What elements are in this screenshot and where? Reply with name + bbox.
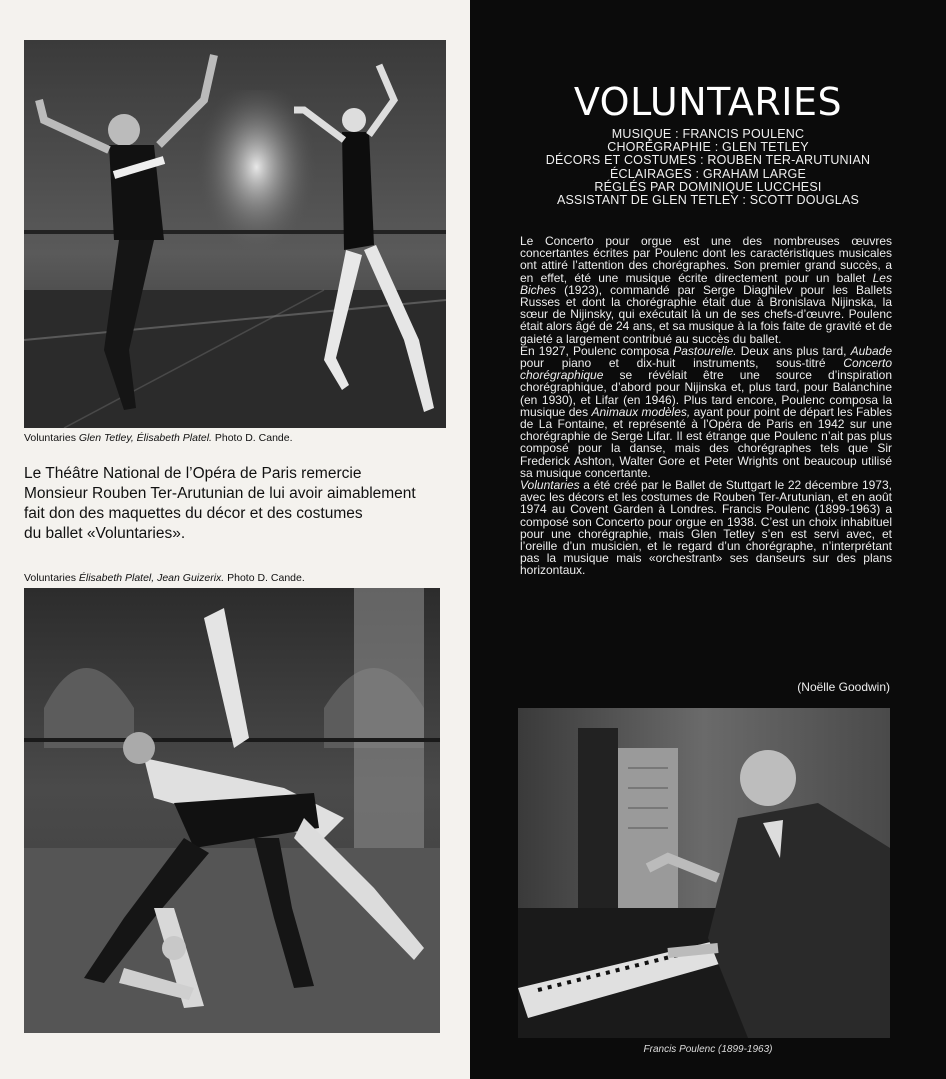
article-body <box>520 235 892 577</box>
text-run-italic: Voluntaries <box>520 478 580 493</box>
text-run-italic: Les Biches <box>520 270 892 297</box>
thanks-line: du ballet «Voluntaries». <box>24 525 186 542</box>
credit-line: MUSIQUE : FRANCIS POULENC <box>611 127 805 141</box>
caption-credit: Photo D. Cande. <box>211 432 293 444</box>
thanks-line: Le Théâtre National de l’Opéra de Paris remercie <box>24 465 362 482</box>
text-run-italic: Animaux modèles, <box>591 404 691 419</box>
text-run: Le Concerto pour orgue est une des nombreuses œuvres concertantes écrites par Poulenc dont les caractéristiques musicales ont attiré l’attention des chorégraphes. Son premier grand succès, a en effet, été une musique écrite directement pour un ballet <box>520 234 892 285</box>
author-signature: (Noëlle Goodwin) <box>797 680 890 694</box>
credit-line: ASSISTANT DE GLEN TETLEY : SCOTT DOUGLAS <box>556 193 860 208</box>
caption-names: Glen Tetley, Élisabeth Platel. <box>78 432 212 444</box>
photo-dancers-rehearsal <box>24 40 446 428</box>
page-title: VOLUNTARIES <box>573 80 843 124</box>
text-run: pour piano et dix-huit instruments, sous-titré <box>520 356 826 371</box>
text-run: (1923), commandé par Serge Diaghilev pour les Ballets Russes et dont la chorégraphie était due à Bronislava Nijinska, la sœur de Nijinsky, qui exécutait là un de ses chefs-d’œuvre. Poulenc était alors âgé de 24 ans, et sa musique à la fois faite de gravité et de gaieté a largement contribué au succès du ballet. <box>520 282 892 346</box>
credit-line: RÉGLÉS PAR DOMINIQUE LUCCHESI <box>594 179 822 194</box>
photo-pas-de-deux <box>24 588 440 1033</box>
text-run: se révélait être une source d’inspiration chorégraphique, d’abord pour Nijinska et, plus tard, pour Balanchine (en 1930), et Lifar (en 1946). Plus tard encore, Poulenc composa la musique des <box>520 368 893 419</box>
caption-credit: Photo D. Cande. <box>224 572 305 584</box>
text-run: ayant pour point de départ les Fables de La Fontaine, et représenté à l’Opéra de Paris en 1942 sur une chorégraphie de Serge Lifar. Il est étrange que Poulenc n’ait pas plus composé pour la danse, mais des chorégraphes tels que Sir Frederick Ashton, Walter Gore et Peter Wrights ont beaucoup utilisé sa musique concertante. <box>520 404 892 480</box>
thanks-line: fait don des maquettes du décor et des costumes <box>24 505 363 522</box>
photo-poulenc-piano <box>518 708 890 1038</box>
text-run: En 1927, Poulenc composa <box>520 343 670 358</box>
text-run-italic: Concerto chorégraphique <box>520 356 892 383</box>
paragraph-2 <box>520 345 892 479</box>
credit-line: CHORÉGRAPHIE : GLEN TETLEY <box>607 140 809 155</box>
paragraph-3 <box>520 479 892 577</box>
caption-prefix: Voluntaries <box>24 572 79 584</box>
caption-names: Élisabeth Platel, Jean Guizerix. <box>78 572 225 584</box>
thanks-note <box>24 464 454 544</box>
credits-block <box>470 128 946 207</box>
credit-line: DÉCORS ET COSTUMES : ROUBEN TER-ARUTUNIAN <box>545 153 871 168</box>
photo2-caption <box>24 572 305 584</box>
text-run-italic: Pastourelle. <box>673 343 737 358</box>
photo3-caption: Francis Poulenc (1899-1963) <box>643 1044 773 1055</box>
text-run: a été créé par le Ballet de Stuttgart le 22 décembre 1973, avec les décors et les costumes de Rouben Ter-Arutunian, et en août 1974 au Covent Garden à Londres. Francis Poulenc (1899-1963) a composé son Concerto pour orgue en 1938. C’est un choix inhabituel pour une chorégraphie, mais Glen Tetley s’en est servi avec, et l’oreille d’un musicien, et le regard d’un chorégraphe, n’interprétant pas la musique mais «orchestrant» ses danseurs sur des plans horizontaux. <box>520 478 892 578</box>
text-run: Deux ans plus tard, <box>740 343 847 358</box>
caption-prefix: Voluntaries <box>24 432 79 444</box>
paragraph-1 <box>520 235 892 345</box>
credit-line: ÉCLAIRAGES : GRAHAM LARGE <box>609 166 807 181</box>
text-run-italic: Aubade <box>850 343 892 358</box>
thanks-line: Monsieur Rouben Ter-Arutunian de lui avoir aimablement <box>24 485 416 502</box>
photo1-caption <box>24 432 293 444</box>
